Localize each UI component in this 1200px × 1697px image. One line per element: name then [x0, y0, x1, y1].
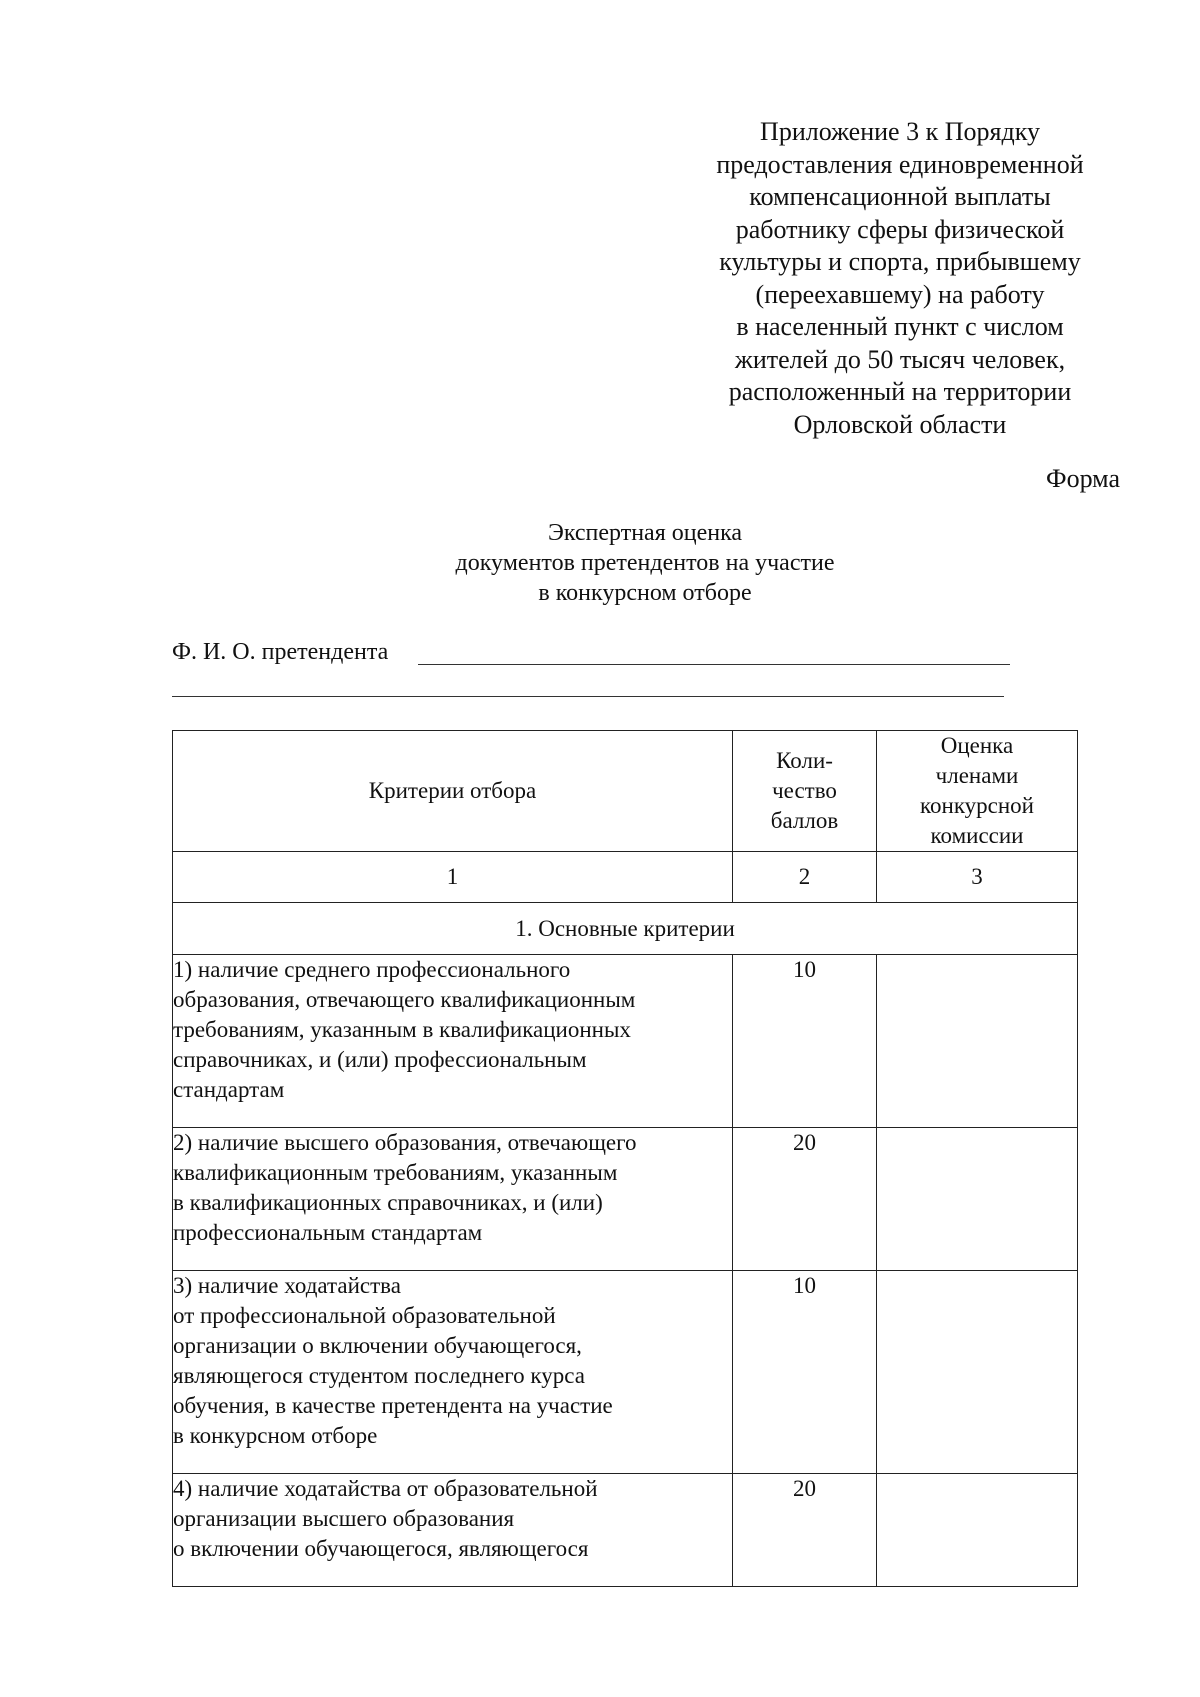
- points-cell: 10: [733, 1271, 877, 1474]
- annex-line: компенсационной выплаты: [749, 182, 1051, 211]
- annex-line: Орловской области: [793, 409, 1007, 439]
- criterion-line: 3) наличие ходатайства: [173, 1273, 401, 1298]
- section-title: 1. Основные критерии: [173, 903, 1078, 955]
- criterion-line: организации высшего образования: [173, 1506, 515, 1531]
- column-number: 2: [733, 852, 877, 903]
- form-label: Форма: [1046, 464, 1120, 493]
- annex-line: предоставления единовременной: [716, 149, 1084, 179]
- annex-line: работнику сферы физической: [735, 214, 1065, 244]
- criterion-cell: [173, 955, 733, 1128]
- criterion-line: профессиональным стандартам: [173, 1220, 483, 1245]
- column-number-row: [173, 852, 1078, 903]
- points-cell: 20: [733, 1128, 877, 1271]
- table-row: [173, 955, 1078, 1128]
- criterion-line: организации о включении обучающегося,: [173, 1333, 582, 1358]
- annex-line: Приложение 3 к Порядку: [760, 117, 1040, 146]
- evaluation-cell[interactable]: [877, 1474, 1078, 1587]
- annex-line: культуры и спорта, прибывшему: [719, 247, 1081, 276]
- header-points-line: чество: [772, 778, 837, 803]
- column-number: 3: [877, 852, 1078, 903]
- applicant-name-field: [172, 637, 1012, 671]
- points-cell: 10: [733, 955, 877, 1128]
- criterion-line: о включении обучающегося, являющегося: [173, 1536, 589, 1561]
- header-evaluation: [877, 731, 1078, 852]
- header-evaluation-line: членами: [935, 763, 1019, 788]
- column-number: 1: [173, 852, 733, 903]
- title-line: документов претендентов на участие: [455, 550, 835, 576]
- applicant-name-blank-line[interactable]: [418, 664, 1010, 665]
- criterion-line: квалификационным требованиям, указанным: [173, 1160, 618, 1185]
- criterion-line: стандартам: [173, 1077, 285, 1102]
- criterion-line: в конкурсном отборе: [173, 1423, 378, 1448]
- criterion-line: 4) наличие ходатайства от образовательной: [173, 1476, 598, 1501]
- criterion-line: являющегося студентом последнего курса: [173, 1363, 585, 1388]
- criterion-line: образования, отвечающего квалификационным: [173, 987, 636, 1012]
- header-criteria: Критерии отбора: [173, 731, 733, 852]
- header-evaluation-line: комиссии: [930, 823, 1024, 848]
- header-evaluation-line: конкурсной: [920, 793, 1034, 818]
- header-evaluation-line: Оценка: [940, 733, 1014, 758]
- header-points-line: баллов: [770, 808, 839, 833]
- criterion-line: требованиям, указанным в квалификационных: [173, 1017, 631, 1042]
- evaluation-cell[interactable]: [877, 1271, 1078, 1474]
- table-row: [173, 1271, 1078, 1474]
- criterion-line: от профессиональной образовательной: [173, 1303, 556, 1328]
- annex-line: жителей до 50 тысяч человек,: [734, 344, 1066, 374]
- section-row: [173, 903, 1078, 955]
- criterion-line: обучения, в качестве претендента на участие: [173, 1393, 613, 1418]
- criterion-line: 2) наличие высшего образования, отвечающего: [173, 1130, 637, 1155]
- title-line: в конкурсном отборе: [538, 580, 752, 606]
- annex-line: в населенный пункт с числом: [736, 312, 1064, 341]
- criterion-line: справочниках, и (или) профессиональным: [173, 1047, 587, 1072]
- evaluation-cell[interactable]: [877, 955, 1078, 1128]
- criterion-line: в квалификационных справочниках, и (или): [173, 1190, 603, 1215]
- criterion-cell: [173, 1128, 733, 1271]
- table-row: [173, 1474, 1078, 1587]
- header-points-line: Коли-: [776, 748, 833, 773]
- evaluation-cell[interactable]: [877, 1128, 1078, 1271]
- criterion-line: 1) наличие среднего профессионального: [173, 957, 571, 982]
- document-title: [300, 518, 990, 608]
- applicant-name-blank-line-2[interactable]: [172, 696, 1004, 697]
- annex-header: [690, 116, 1110, 441]
- annex-line: расположенный на территории: [728, 377, 1072, 406]
- table-row: [173, 1128, 1078, 1271]
- criteria-table: [172, 730, 1078, 1587]
- table-header-row: [173, 731, 1078, 852]
- annex-line: (переехавшему) на работу: [755, 279, 1045, 309]
- points-cell: 20: [733, 1474, 877, 1587]
- title-line: Экспертная оценка: [547, 520, 743, 546]
- header-points: [733, 731, 877, 852]
- criterion-cell: [173, 1271, 733, 1474]
- criterion-cell: [173, 1474, 733, 1587]
- applicant-name-label: Ф. И. О. претендента: [172, 639, 389, 665]
